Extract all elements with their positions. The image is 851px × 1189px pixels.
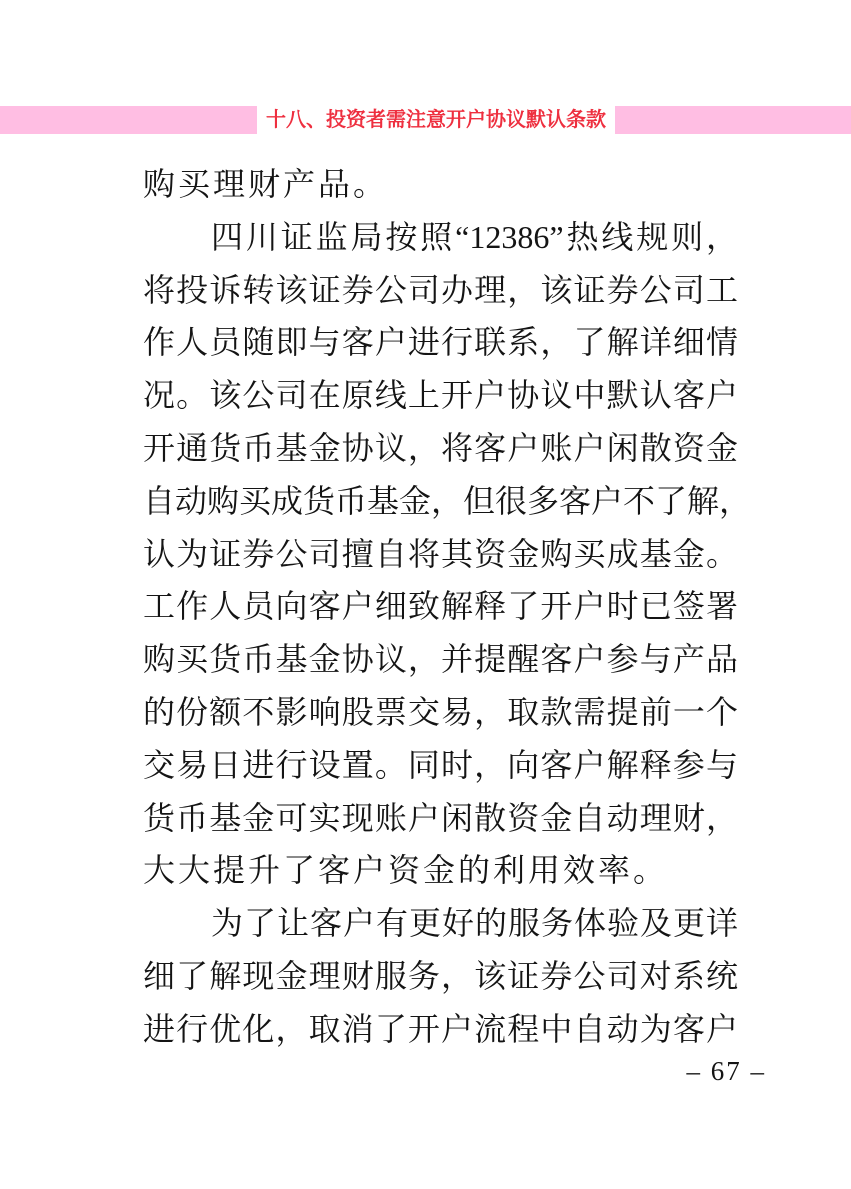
page-number: – 67 – [686,1056,766,1086]
text-line: 购买货币基金协议，并提醒客户参与产品 [143,641,738,678]
header-band-left [0,106,257,134]
text-line: 认为证券公司擅自将其资金购买成基金。 [143,535,738,572]
text-line: 的份额不影响股票交易，取款需提前一个 [143,693,738,730]
text-line: 四川证监局按照“12386”热线规则， [211,218,738,255]
text-line: 开通货币基金协议，将客户账户闲散资金 [143,429,738,466]
text-line: 为了让客户有更好的服务体验及更详 [211,905,738,942]
text-line: 购买理财产品。 [143,166,389,202]
text-line: 细了解现金理财服务，该证券公司对系统 [143,957,738,994]
text-line: 货币基金可实现账户闲散资金自动理财， [143,799,738,836]
text-line: 将投诉转该证券公司办理，该证券公司工 [143,271,738,308]
text-line: 进行优化，取消了开户流程中自动为客户 [143,1010,738,1047]
text-line: 大大提升了客户资金的利用效率。 [143,852,669,889]
body-text [143,158,752,1056]
chapter-header [0,106,851,134]
header-band-right [615,106,851,134]
text-line: 作人员随即与客户进行联系，了解详细情 [143,324,738,361]
text-line: 自动购买成货币基金，但很多客户不了解， [143,482,752,519]
chapter-title: 十八、投资者需注意开户协议默认条款 [266,109,606,131]
text-line: 工作人员向客户细致解释了开户时已签署 [143,588,738,625]
text-line: 况。该公司在原线上开户协议中默认客户 [143,377,738,414]
text-line: 交易日进行设置。同时，向客户解释参与 [143,746,738,783]
